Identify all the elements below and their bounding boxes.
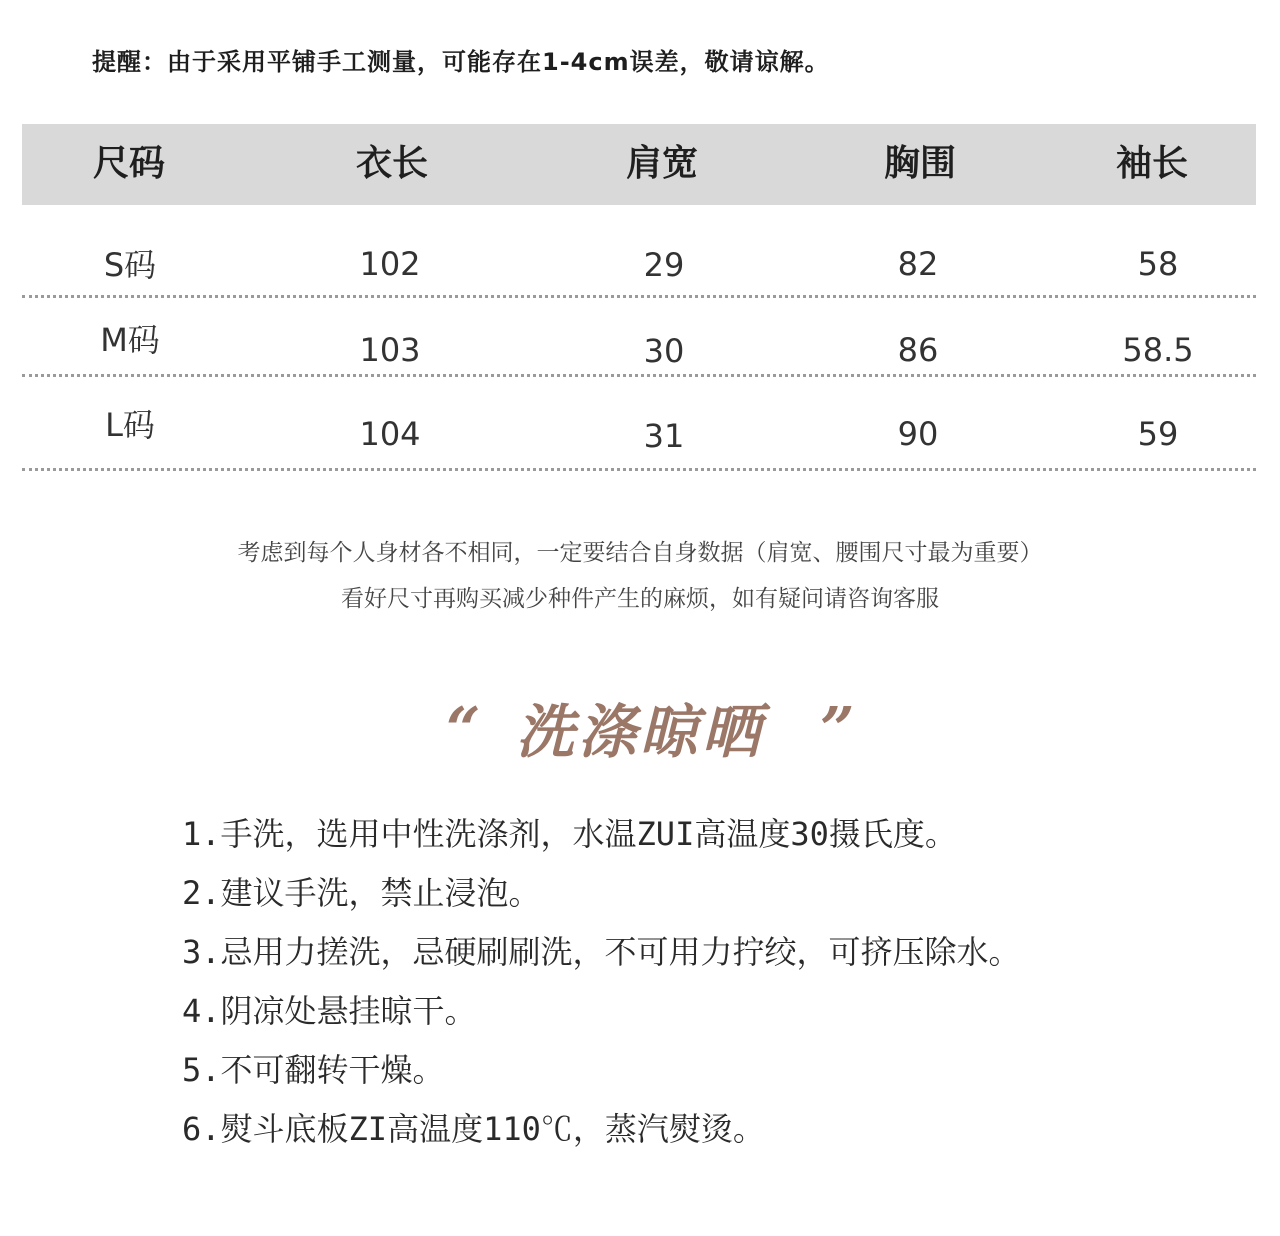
cell-size: L码 bbox=[105, 406, 155, 444]
care-title: 洗涤晾晒 bbox=[516, 698, 765, 766]
cell-chest: 90 bbox=[897, 415, 939, 453]
list-item: 1.手洗，选用中性洗涤剂，水温ZUI高温度30摄氏度。 bbox=[182, 815, 957, 853]
header-length: 衣长 bbox=[355, 143, 429, 184]
header-chest: 胸围 bbox=[883, 143, 957, 184]
cell-shoulder: 29 bbox=[643, 246, 685, 284]
cell-length: 102 bbox=[359, 245, 421, 283]
cell-shoulder: 30 bbox=[643, 332, 685, 370]
list-item: 5.不可翻转干燥。 bbox=[182, 1051, 445, 1089]
list-item: 6.熨斗底板ZI高温度110℃，蒸汽熨烫。 bbox=[182, 1110, 765, 1148]
cell-size: S码 bbox=[103, 246, 157, 284]
header-sleeve: 袖长 bbox=[1115, 143, 1189, 184]
table-row bbox=[22, 205, 1256, 298]
close-quote-mark: ” bbox=[820, 695, 855, 765]
list-item: 3.忌用力搓洗，忌硬刷刷洗，不可用力拧绞，可挤压除水。 bbox=[182, 933, 1021, 971]
table-row bbox=[22, 377, 1256, 471]
cell-chest: 82 bbox=[897, 245, 939, 283]
size-chart-table bbox=[22, 124, 1256, 471]
cell-size: M码 bbox=[100, 321, 160, 359]
cell-sleeve: 59 bbox=[1137, 415, 1179, 453]
size-advice-note: 考虑到每个人身材各不相同，一定要结合自身数据（肩宽、腰围尺寸最为重要） bbox=[237, 540, 1043, 566]
customer-service-note: 看好尺寸再购买减少种件产生的麻烦，如有疑问请咨询客服 bbox=[341, 586, 939, 612]
care-instructions-list bbox=[182, 812, 1021, 1166]
list-item: 2.建议手洗，禁止浸泡。 bbox=[182, 874, 541, 912]
table-header bbox=[22, 124, 1256, 205]
cell-length: 104 bbox=[359, 415, 421, 453]
open-quote-mark: “ bbox=[446, 695, 481, 765]
cell-sleeve: 58.5 bbox=[1122, 331, 1194, 369]
measurement-notice: 提醒：由于采用平铺手工测量，可能存在1-4cm误差，敬请谅解。 bbox=[92, 48, 830, 76]
list-item: 4.阴凉处悬挂晾干。 bbox=[182, 992, 477, 1030]
table-row bbox=[22, 298, 1256, 377]
cell-length: 103 bbox=[359, 331, 421, 369]
cell-shoulder: 31 bbox=[643, 417, 685, 455]
cell-sleeve: 58 bbox=[1137, 245, 1179, 283]
header-shoulder: 肩宽 bbox=[625, 143, 699, 184]
care-section-title bbox=[0, 696, 1280, 776]
header-size: 尺码 bbox=[92, 143, 166, 184]
cell-chest: 86 bbox=[897, 331, 939, 369]
